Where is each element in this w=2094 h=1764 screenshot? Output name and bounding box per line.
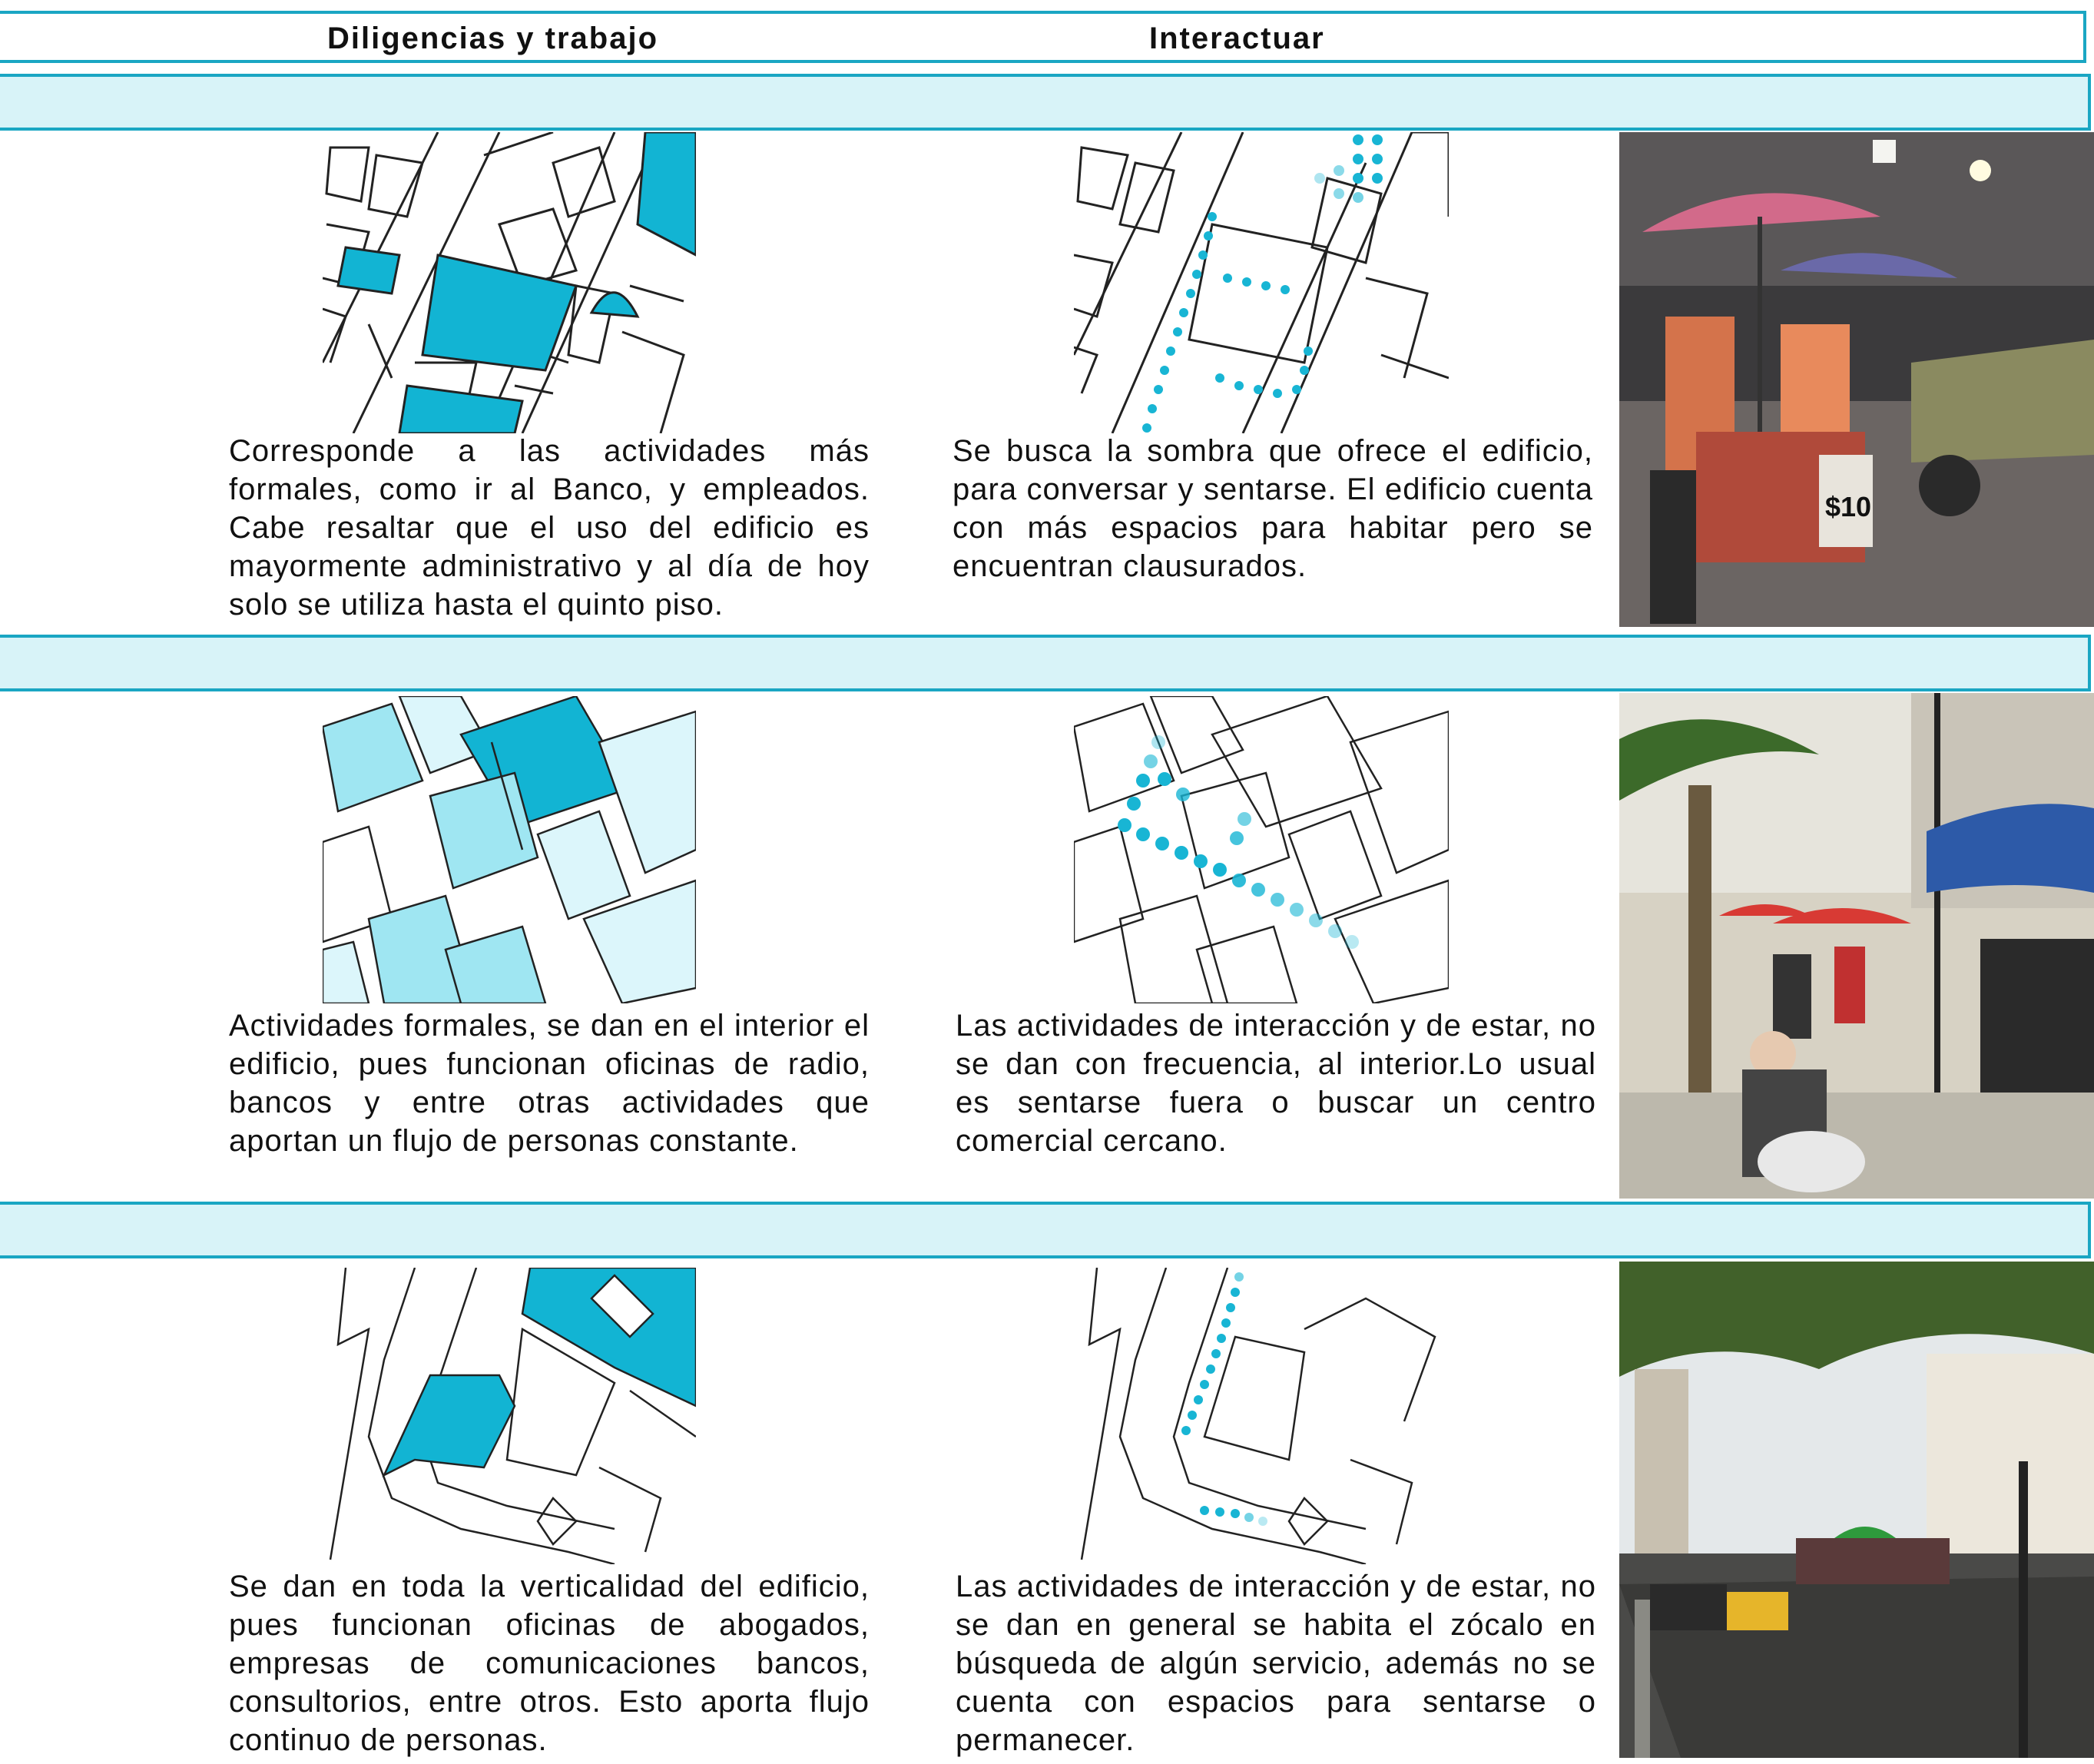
row2-left-text: Actividades formales, se dan en el interior el edificio, pues funcionan oficinas de radio, bancos y entre otras actividades que aportan un flujo de personas constante. <box>229 1009 870 1158</box>
column-header-interactuar: Interactuar <box>1149 22 1325 55</box>
map-diligencias-1 <box>323 132 696 433</box>
section-band-2 <box>0 635 2091 691</box>
row2-right-text: Las actividades de interacción y de estar, no se dan con frecuencia, al interior.Lo usual es sentarse fuera o buscar un centro comercial cercano. <box>956 1009 1596 1158</box>
row3-left-text: Se dan en toda la verticalidad del edificio, pues funcionan oficinas de abogados, empresas de comunicaciones bancos, consultorios, entre otros. Esto aporta flujo continuo de personas. <box>229 1570 870 1757</box>
table-header <box>0 11 2086 63</box>
section-band-3 <box>0 1202 2091 1258</box>
row1-left-text: Corresponde a las actividades más formales, como ir al Banco, y empleados. Cabe resaltar que el uso del edificio es mayormente administrativo y al día de hoy solo se utiliza hasta el quinto piso. <box>229 434 870 622</box>
section-band-1 <box>0 74 2091 131</box>
row3-right-text: Las actividades de interacción y de estar, no se dan en general se habita el zócalo en búsqueda de algún servicio, además no se cuenta con espacios para sentarse o permanecer. <box>956 1570 1596 1757</box>
map-interactuar-3 <box>1074 1268 1449 1564</box>
row1-right-text: Se busca la sombra que ofrece el edificio, para conversar y sentarse. El edificio cuenta con más espacios para habitar pero se encuentran clausurados. <box>953 434 1593 583</box>
column-header-diligencias: Diligencias y trabajo <box>327 22 659 55</box>
map-diligencias-3 <box>323 1268 696 1564</box>
map-interactuar-2 <box>1074 696 1449 1003</box>
photo-sign-price: $10 <box>1825 491 1872 522</box>
photo-plaza-umbrellas <box>1619 693 2094 1199</box>
map-diligencias-2 <box>323 696 696 1003</box>
photo-street-market-night <box>1619 132 2094 627</box>
photo-street-trees <box>1619 1262 2094 1758</box>
map-interactuar-1 <box>1074 132 1449 433</box>
